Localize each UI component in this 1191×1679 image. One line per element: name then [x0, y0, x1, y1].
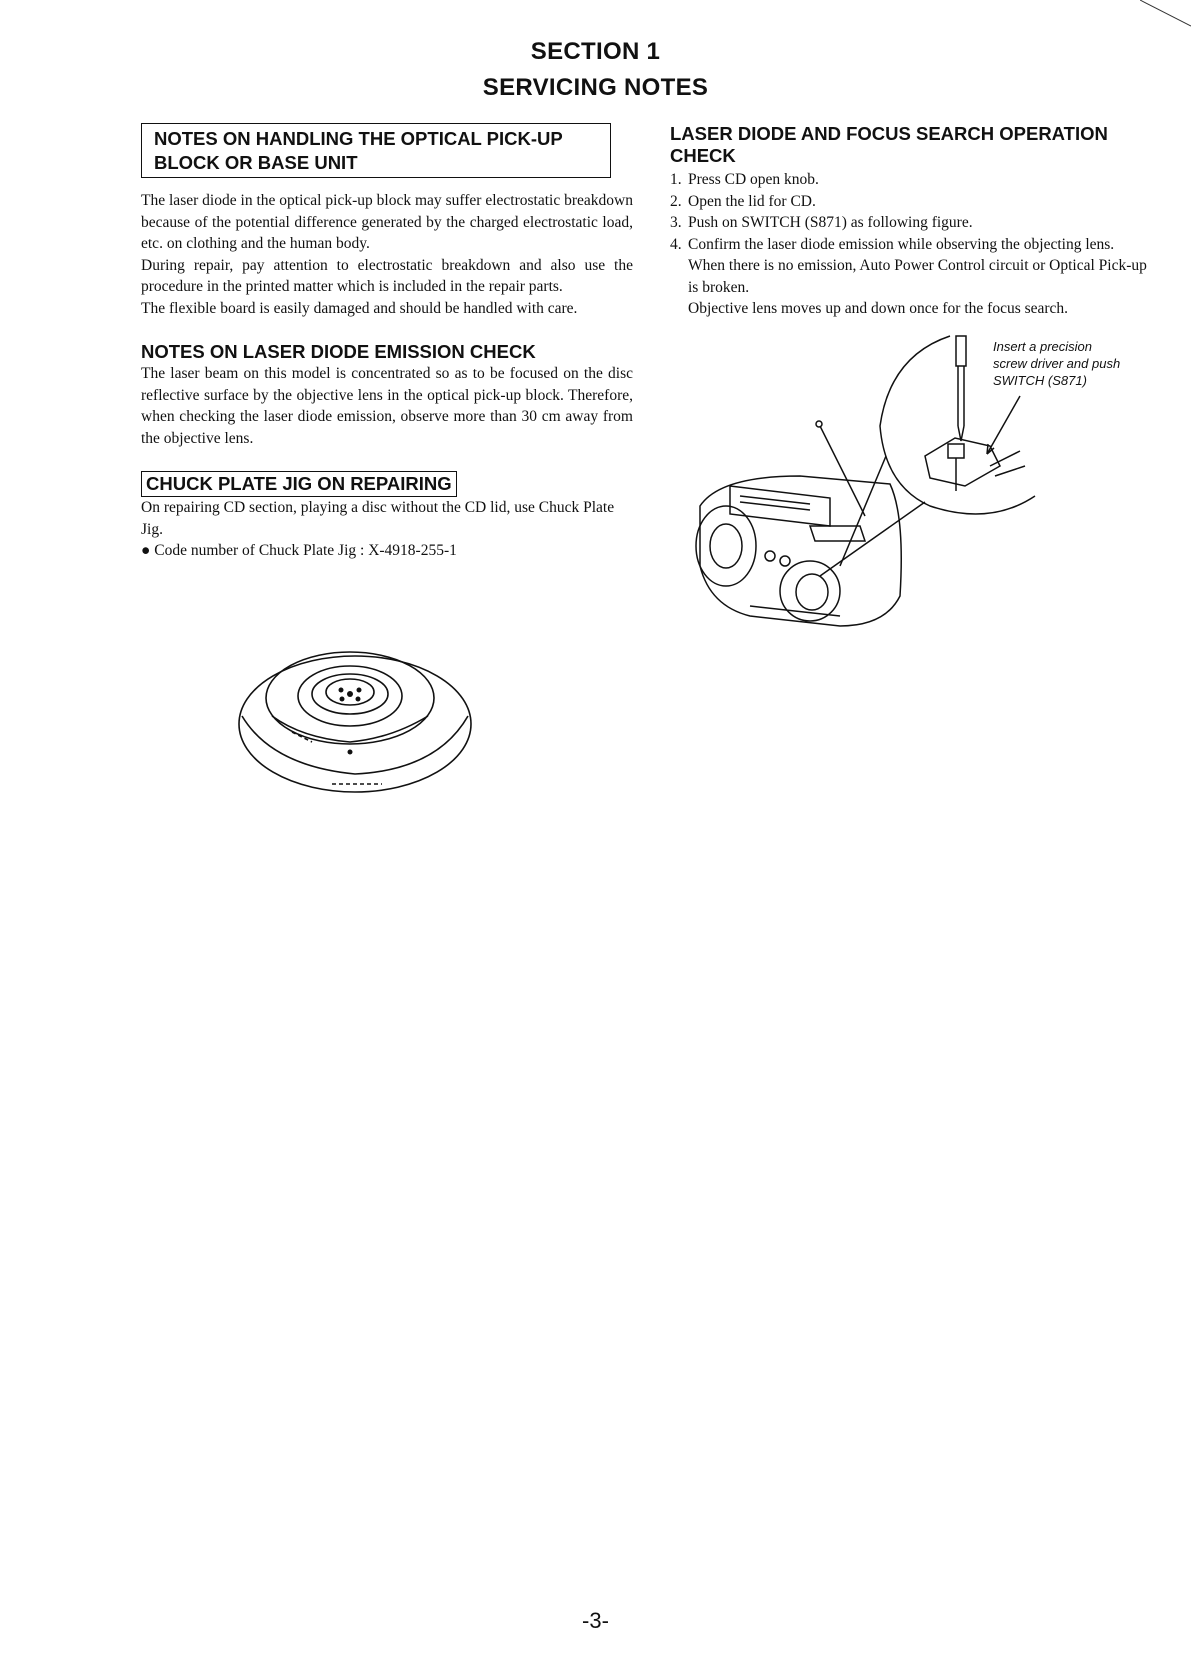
page-title-block — [0, 34, 1191, 106]
step-item: 2. Open the lid for CD. — [670, 192, 816, 210]
section-number: SECTION 1 — [530, 38, 661, 65]
handling-paragraph-3: The flexible board is easily damaged and should be handled with care. — [141, 299, 578, 317]
chuck-code-bullet: ● Code number of Chuck Plate Jig : X-4918-255-1 — [141, 542, 457, 559]
focus-search-note: Objective lens moves up and down once for the focus search. — [688, 300, 1069, 317]
caption-line2: screw driver and push — [993, 356, 1121, 371]
handling-heading-line1: NOTES ON HANDLING THE OPTICAL PICK-UP — [154, 128, 563, 149]
laser-check-steps — [670, 169, 1150, 298]
handling-heading — [141, 123, 611, 178]
corner-scan-mark — [1140, 0, 1191, 30]
laser-check-heading-line1: LASER DIODE AND FOCUS SEARCH OPERATION — [670, 123, 1108, 144]
page-number: -3- — [582, 1608, 609, 1633]
page-title: SERVICING NOTES — [482, 74, 709, 101]
right-column — [670, 123, 1150, 320]
left-column — [141, 123, 633, 562]
step-item: 1. Press CD open knob. — [670, 171, 819, 188]
handling-heading-line2: BLOCK OR BASE UNIT — [154, 152, 358, 173]
chuck-heading: CHUCK PLATE JIG ON REPAIRING — [141, 471, 457, 497]
caption-line3: SWITCH (S871) — [993, 373, 1087, 388]
handling-paragraph-2: During repair, pay attention to electrostatic breakdown and also use the procedure in the printed matter which is included in the repair parts. — [141, 256, 633, 295]
caption-line1: Insert a precision — [993, 339, 1092, 354]
step-item: 4. Confirm the laser diode emission while observing the objecting lens. When there is no emission, Auto Power Control circuit or Optical Pick-up is broken. — [670, 235, 1147, 296]
emission-paragraph: The laser beam on this model is concentrated so as to be focused on the disc reflective surface by the objective lens in the optical pick-up block. Therefore, when checking the laser diode emission, observe more than 30 cm away from the objective lens. — [141, 365, 633, 447]
chuck-plate-jig-icon — [232, 646, 478, 796]
handling-paragraph-1: The laser diode in the optical pick-up block may suffer electrostatic breakdown because of the potential difference generated by the charged electrostatic load, etc. on clothing and the human body. — [141, 192, 633, 252]
step-item: 3. Push on SWITCH (S871) as following figure. — [670, 214, 973, 231]
emission-heading: NOTES ON LASER DIODE EMISSION CHECK — [141, 341, 536, 362]
screwdriver-caption — [993, 338, 1153, 389]
laser-check-heading-line2: CHECK — [670, 145, 736, 166]
chuck-paragraph: On repairing CD section, playing a disc without the CD lid, use Chuck Plate Jig. — [141, 499, 615, 538]
